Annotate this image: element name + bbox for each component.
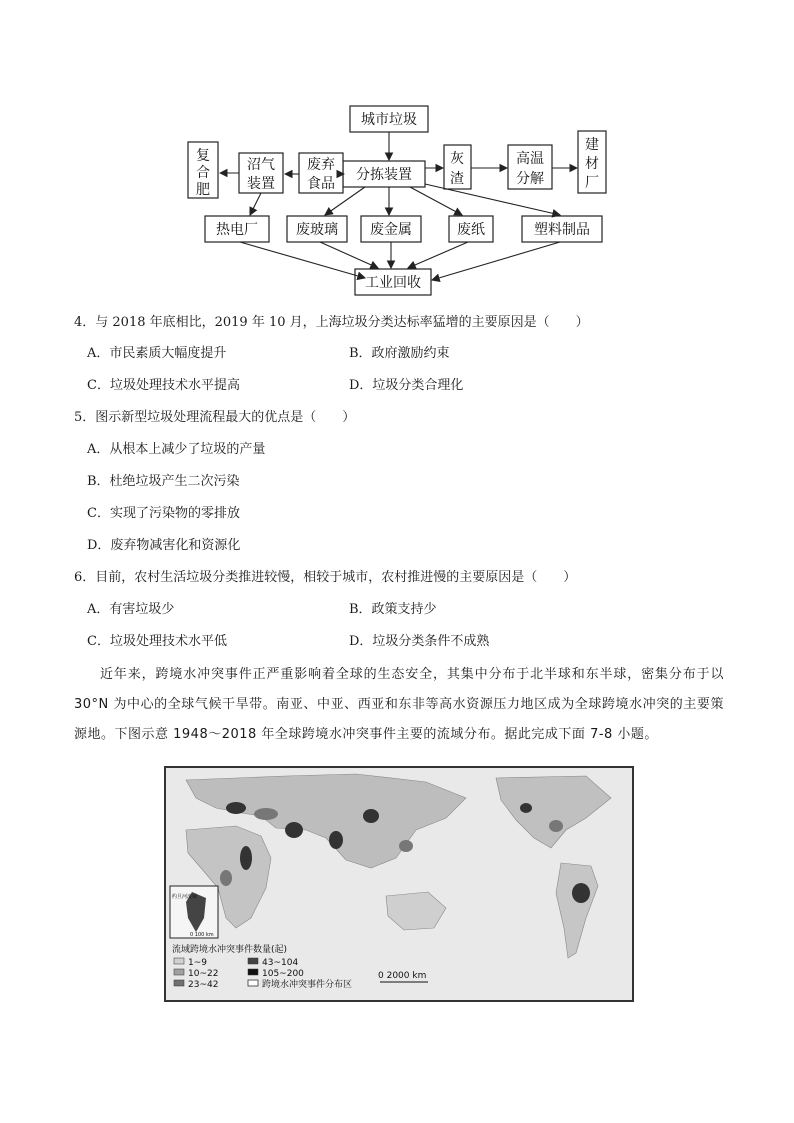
question-4-option-c: C．垃圾处理技术水平提高 (87, 378, 240, 393)
question-4-option-a: A．市民素质大幅度提升 (87, 346, 227, 361)
passage (74, 660, 724, 750)
legend-item-3: 23~42 (188, 980, 219, 990)
node-plastic: 塑料制品 (534, 222, 590, 238)
world-map (166, 768, 632, 1000)
node-building-2: 材 (585, 156, 599, 172)
question-4-option-d: D．垃圾分类合理化 (349, 378, 464, 393)
question-5-option-a: A．从根本上减少了垃圾的产量 (87, 442, 266, 457)
node-high-temp-2: 分解 (516, 171, 544, 187)
node-glass: 废玻璃 (296, 222, 338, 238)
question-6-option-b: B．政策支持少 (349, 602, 437, 617)
map-scale-label: 0 2000 km (378, 971, 427, 981)
node-metal: 废金属 (370, 222, 412, 238)
node-power-plant: 热电厂 (216, 222, 258, 238)
legend-item-5: 105~200 (262, 969, 304, 979)
node-biogas-2: 装置 (247, 176, 275, 192)
node-sorting: 分拣装置 (356, 167, 412, 183)
legend-item-2: 10~22 (188, 969, 219, 979)
node-fertilizer-2: 合 (196, 165, 210, 181)
legend-title: 流域跨境水冲突事件数量(起) (172, 945, 288, 955)
inset-scale: 0 100 km (190, 932, 214, 938)
question-5-option-b: B．杜绝垃圾产生二次污染 (87, 474, 240, 489)
node-ash-2: 渣 (450, 171, 464, 187)
legend-item-4: 43~104 (262, 958, 299, 968)
question-6-option-c: C．垃圾处理技术水平低 (87, 634, 227, 649)
question-5-option-d: D．废弃物减害化和资源化 (87, 538, 241, 553)
question-5-option-c: C．实现了污染物的零排放 (87, 506, 240, 521)
node-building-1: 建 (585, 137, 599, 153)
world-map-figure (164, 766, 634, 1002)
node-fertilizer-1: 复 (196, 148, 210, 164)
passage-text: 近年来，跨境水冲突事件正严重影响着全球的生态安全，其集中分布于北半球和东半球，密集分布于以 30°N 为中心的全球气候干旱带。南亚、中亚、西亚和东非等高水资源压力地区成为全球跨境水冲突的主要策源地。下图示意 1948～2018 年全球跨境水冲突事件主要的流域分布。据此完成下面 7-8 小题。 (74, 667, 724, 742)
node-ash-1: 灰 (450, 151, 464, 167)
node-fertilizer-3: 肥 (196, 182, 210, 198)
node-waste-food-2: 食品 (307, 176, 335, 192)
question-6-stem: 6．目前，农村生活垃圾分类推进较慢，相较于城市，农村推进慢的主要原因是（ ） (74, 570, 577, 585)
question-4-option-b: B．政府激励约束 (349, 346, 450, 361)
question-6-option-d: D．垃圾分类条件不成熟 (349, 634, 490, 649)
waste-flow-diagram (0, 0, 794, 300)
node-high-temp-1: 高温 (516, 151, 544, 167)
inset-label: 约旦河流域 (172, 894, 198, 900)
node-recycle: 工业回收 (365, 275, 421, 291)
legend-item-6: 跨境水冲突事件分布区 (262, 980, 353, 990)
question-5-stem: 5．图示新型垃圾处理流程最大的优点是（ ） (74, 410, 356, 425)
node-city-waste: 城市垃圾 (361, 112, 417, 128)
node-waste-food-1: 废弃 (307, 157, 335, 173)
node-biogas-1: 沼气 (247, 157, 275, 173)
question-4-stem: 4．与 2018 年底相比，2019 年 10 月，上海垃圾分类达标率猛增的主要原因是（ ） (74, 315, 589, 330)
question-6-option-a: A．有害垃圾少 (87, 602, 175, 617)
node-paper: 废纸 (457, 222, 485, 238)
node-building-3: 厂 (585, 175, 599, 191)
legend-item-1: 1~9 (188, 958, 207, 968)
